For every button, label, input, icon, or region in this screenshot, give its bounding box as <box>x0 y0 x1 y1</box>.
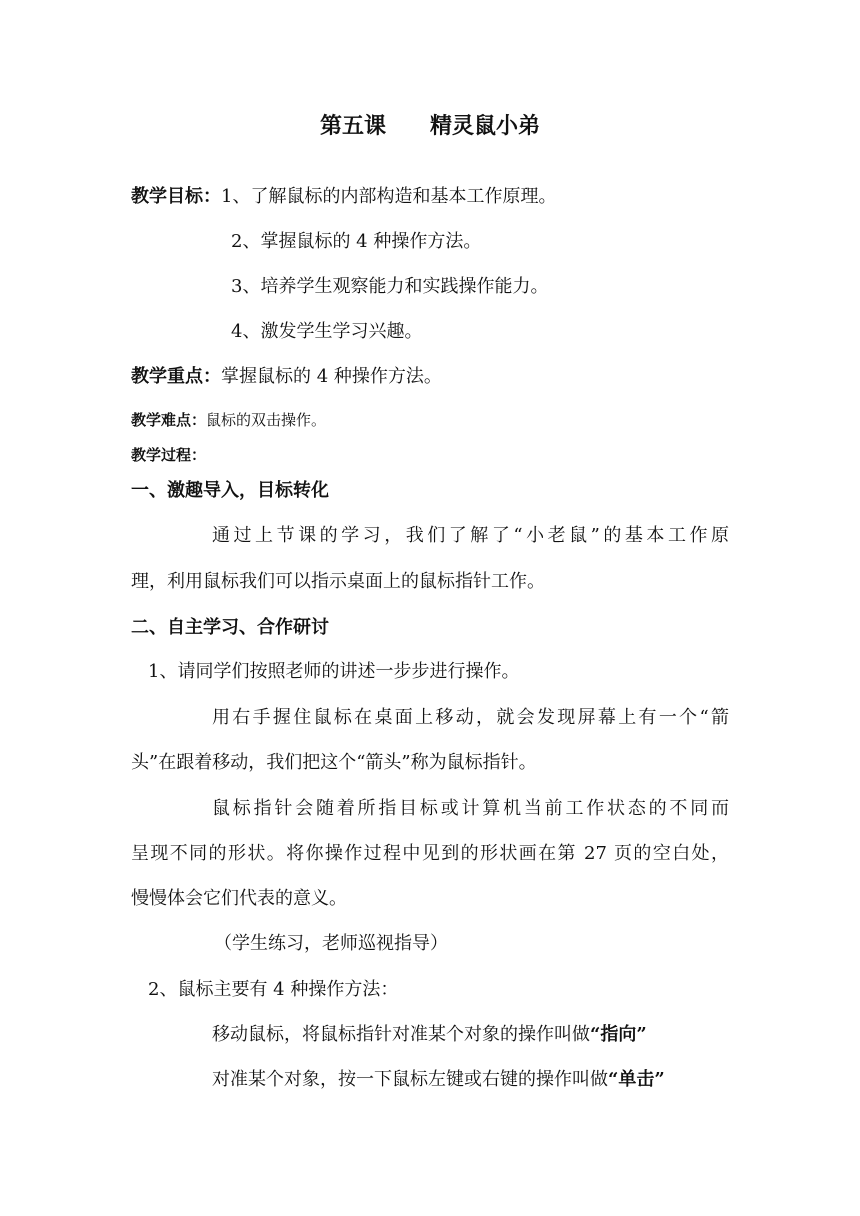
section2-heading: 二、自主学习、合作研讨 <box>131 617 329 638</box>
lesson-name: 精灵鼠小弟 <box>430 113 541 139</box>
objectives-label: 教学目标： <box>131 186 221 207</box>
para2-line: 鼠标指针会随着所指目标或计算机当前工作状态的不同而 <box>212 798 729 819</box>
section1-heading: 一、激趣导入，目标转化 <box>131 480 329 501</box>
key-point-row <box>131 368 442 386</box>
operation-click-line <box>212 1071 665 1089</box>
lesson-title <box>0 115 860 137</box>
objectives-row-1 <box>131 188 556 206</box>
objective-item: 3、培养学生观察能力和实践操作能力。 <box>231 276 549 297</box>
operation-point-text: 移动鼠标，将鼠标指针对准某个对象的操作叫做 <box>212 1024 590 1045</box>
operation-click-text: 对准某个对象，按一下鼠标左键或右键的操作叫做 <box>212 1069 608 1090</box>
para1-line: 头”在跟着移动，我们把这个“箭头”称为鼠标指针。 <box>131 752 537 773</box>
key-point-label: 教学重点： <box>131 366 221 387</box>
para2-line: 呈现不同的形状。将你操作过程中见到的形状画在第 27 页的空白处， <box>131 843 729 864</box>
objective-item: 1、了解鼠标的内部构造和基本工作原理。 <box>221 186 557 207</box>
difficulty-row <box>131 413 326 428</box>
para1-line: 用右手握住鼠标在桌面上移动，就会发现屏幕上有一个“箭 <box>212 707 729 728</box>
process-label: 教学过程： <box>131 446 207 464</box>
difficulty-label: 教学难点： <box>131 411 207 429</box>
key-point-text: 掌握鼠标的 4 种操作方法。 <box>221 366 442 387</box>
operation-point-line <box>212 1026 647 1044</box>
lesson-number: 第五课 <box>319 113 386 139</box>
operation-click-term: “单击” <box>608 1069 665 1090</box>
objective-item: 2、掌握鼠标的 4 种操作方法。 <box>231 231 482 252</box>
practice-note: （学生练习，老师巡视指导） <box>214 933 448 954</box>
objective-item: 4、激发学生学习兴趣。 <box>231 321 423 342</box>
step2-text: 2、鼠标主要有 4 种操作方法： <box>148 979 399 1000</box>
operation-point-term: “指向” <box>590 1024 647 1045</box>
step1-text: 1、请同学们按照老师的讲述一步步进行操作。 <box>148 661 520 682</box>
para2-line: 慢慢体会它们代表的意义。 <box>131 888 347 909</box>
difficulty-text: 鼠标的双击操作。 <box>206 411 327 429</box>
section1-para-line: 理，利用鼠标我们可以指示桌面上的鼠标指针工作。 <box>131 571 545 592</box>
section1-para-line: 通过上节课的学习，我们了解了“小老鼠”的基本工作原 <box>212 525 729 546</box>
